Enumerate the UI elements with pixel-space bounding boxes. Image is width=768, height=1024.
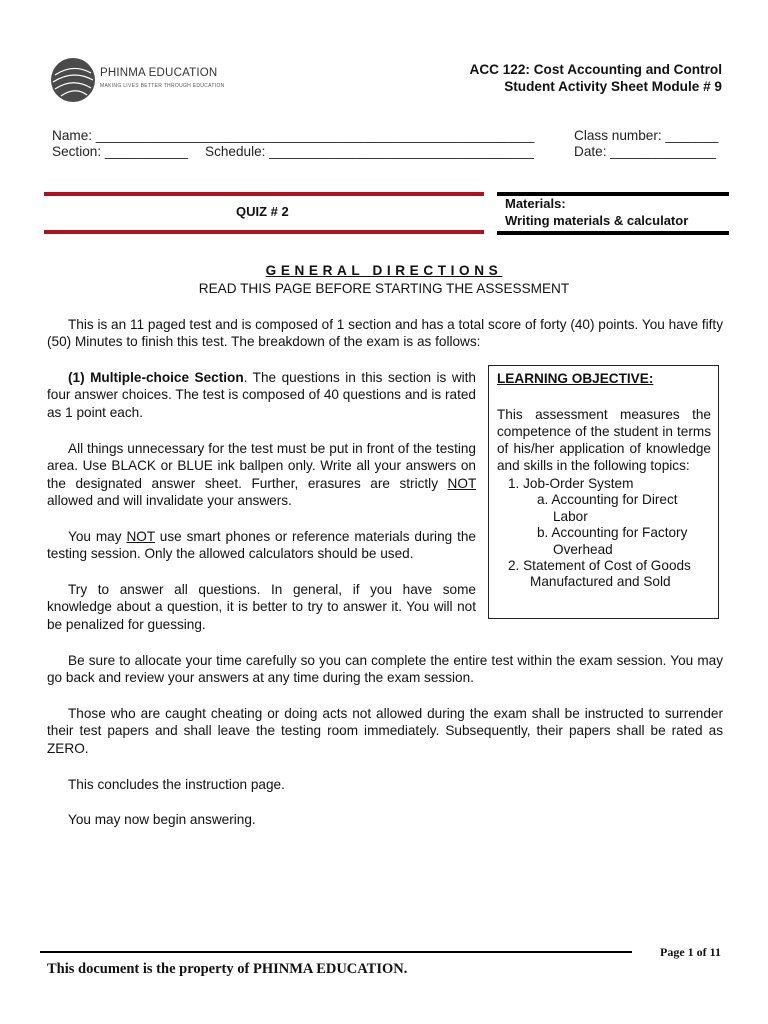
logo-tagline: MAKING LIVES BETTER THROUGH EDUCATION — [100, 83, 225, 89]
materials-bottom-bar — [497, 231, 729, 235]
page-number: Page 1 of 11 — [660, 945, 721, 959]
footer-divider — [40, 951, 632, 953]
mc-section-paragraph: (1) Multiple-choice Section. The questions in this section is with four answer choices. The test is composed of 40 questions and is rated as 1 point each. — [47, 370, 476, 420]
objective-item-1a: a. Accounting for Direct — [537, 492, 678, 507]
name-field[interactable]: Name: __________________________________________________________ — [52, 128, 535, 143]
unnecessary-items-paragraph: All things unnecessary for the test must be put in front of the testing area. Use BLACK or BLUE ink ballpen only. Write all your answers on the designated answer sheet. Further, erasures are strictly NOT allowed and will invalidate your answers. — [47, 441, 476, 508]
learning-objective-description: This assessment measures the competence of the student in terms of his/her application of knowledge and skills in the following topics: — [497, 407, 711, 473]
objective-item-2-cont: Manufactured and Sold — [530, 574, 671, 589]
objective-item-1: 1. Job-Order System — [508, 476, 634, 491]
course-title: ACC 122: Cost Accounting and Control — [469, 62, 722, 77]
banner-bottom-bar — [44, 230, 484, 234]
quiz-title: QUIZ # 2 — [236, 204, 289, 219]
learning-objective-title: LEARNING OBJECTIVE: — [497, 371, 654, 386]
conclude-paragraph: This concludes the instruction page. — [68, 777, 285, 792]
schedule-field[interactable]: Schedule: ___________________________________ — [205, 144, 534, 159]
objective-item-2: 2. Statement of Cost of Goods — [508, 558, 691, 573]
phones-paragraph: You may NOT use smart phones or reference materials during the testing session. Only the allowed calculators should be used. — [47, 529, 476, 562]
phinma-logo — [47, 55, 217, 105]
directions-subtitle: READ THIS PAGE BEFORE STARTING THE ASSESSMENT — [198, 281, 570, 296]
banner-top-bar — [44, 192, 484, 196]
objective-item-1b: b. Accounting for Factory — [537, 525, 688, 540]
objective-item-1a-cont: Labor — [553, 509, 588, 524]
begin-paragraph: You may now begin answering. — [68, 812, 256, 827]
materials-value: Writing materials & calculator — [505, 213, 689, 228]
directions-title: GENERAL DIRECTIONS — [265, 263, 503, 278]
footer-property-notice: This document is the property of PHINMA EDUCATION. — [47, 961, 408, 977]
module-title: Student Activity Sheet Module # 9 — [504, 79, 722, 94]
intro-paragraph: This is an 11 paged test and is composed of 1 section and has a total score of forty (40) points. You have fifty (50) Minutes to finish this test. The breakdown of the exam is as follows: — [47, 317, 723, 350]
logo-name: PHINMA EDUCATION — [100, 67, 218, 79]
section-field[interactable]: Section: ___________ — [52, 144, 189, 159]
cheating-paragraph: Those who are caught cheating or doing acts not allowed during the exam shall be instructed to surrender their test papers and shall leave the testing room immediately. Subsequently, their papers shall be rated as ZERO. — [47, 706, 723, 756]
answer-all-paragraph: Try to answer all questions. In general, if you have some knowledge about a question, it is better to try to answer it. You will not be penalized for guessing. — [47, 582, 476, 632]
date-field[interactable]: Date: ______________ — [574, 144, 717, 159]
objective-item-1b-cont: Overhead — [553, 542, 613, 557]
materials-label: Materials: — [505, 196, 566, 211]
class-number-field[interactable]: Class number: _______ — [574, 128, 719, 143]
time-paragraph: Be sure to allocate your time carefully so you can complete the entire test within the exam session. You may go back and review your answers at any time during the exam session. — [47, 653, 723, 686]
